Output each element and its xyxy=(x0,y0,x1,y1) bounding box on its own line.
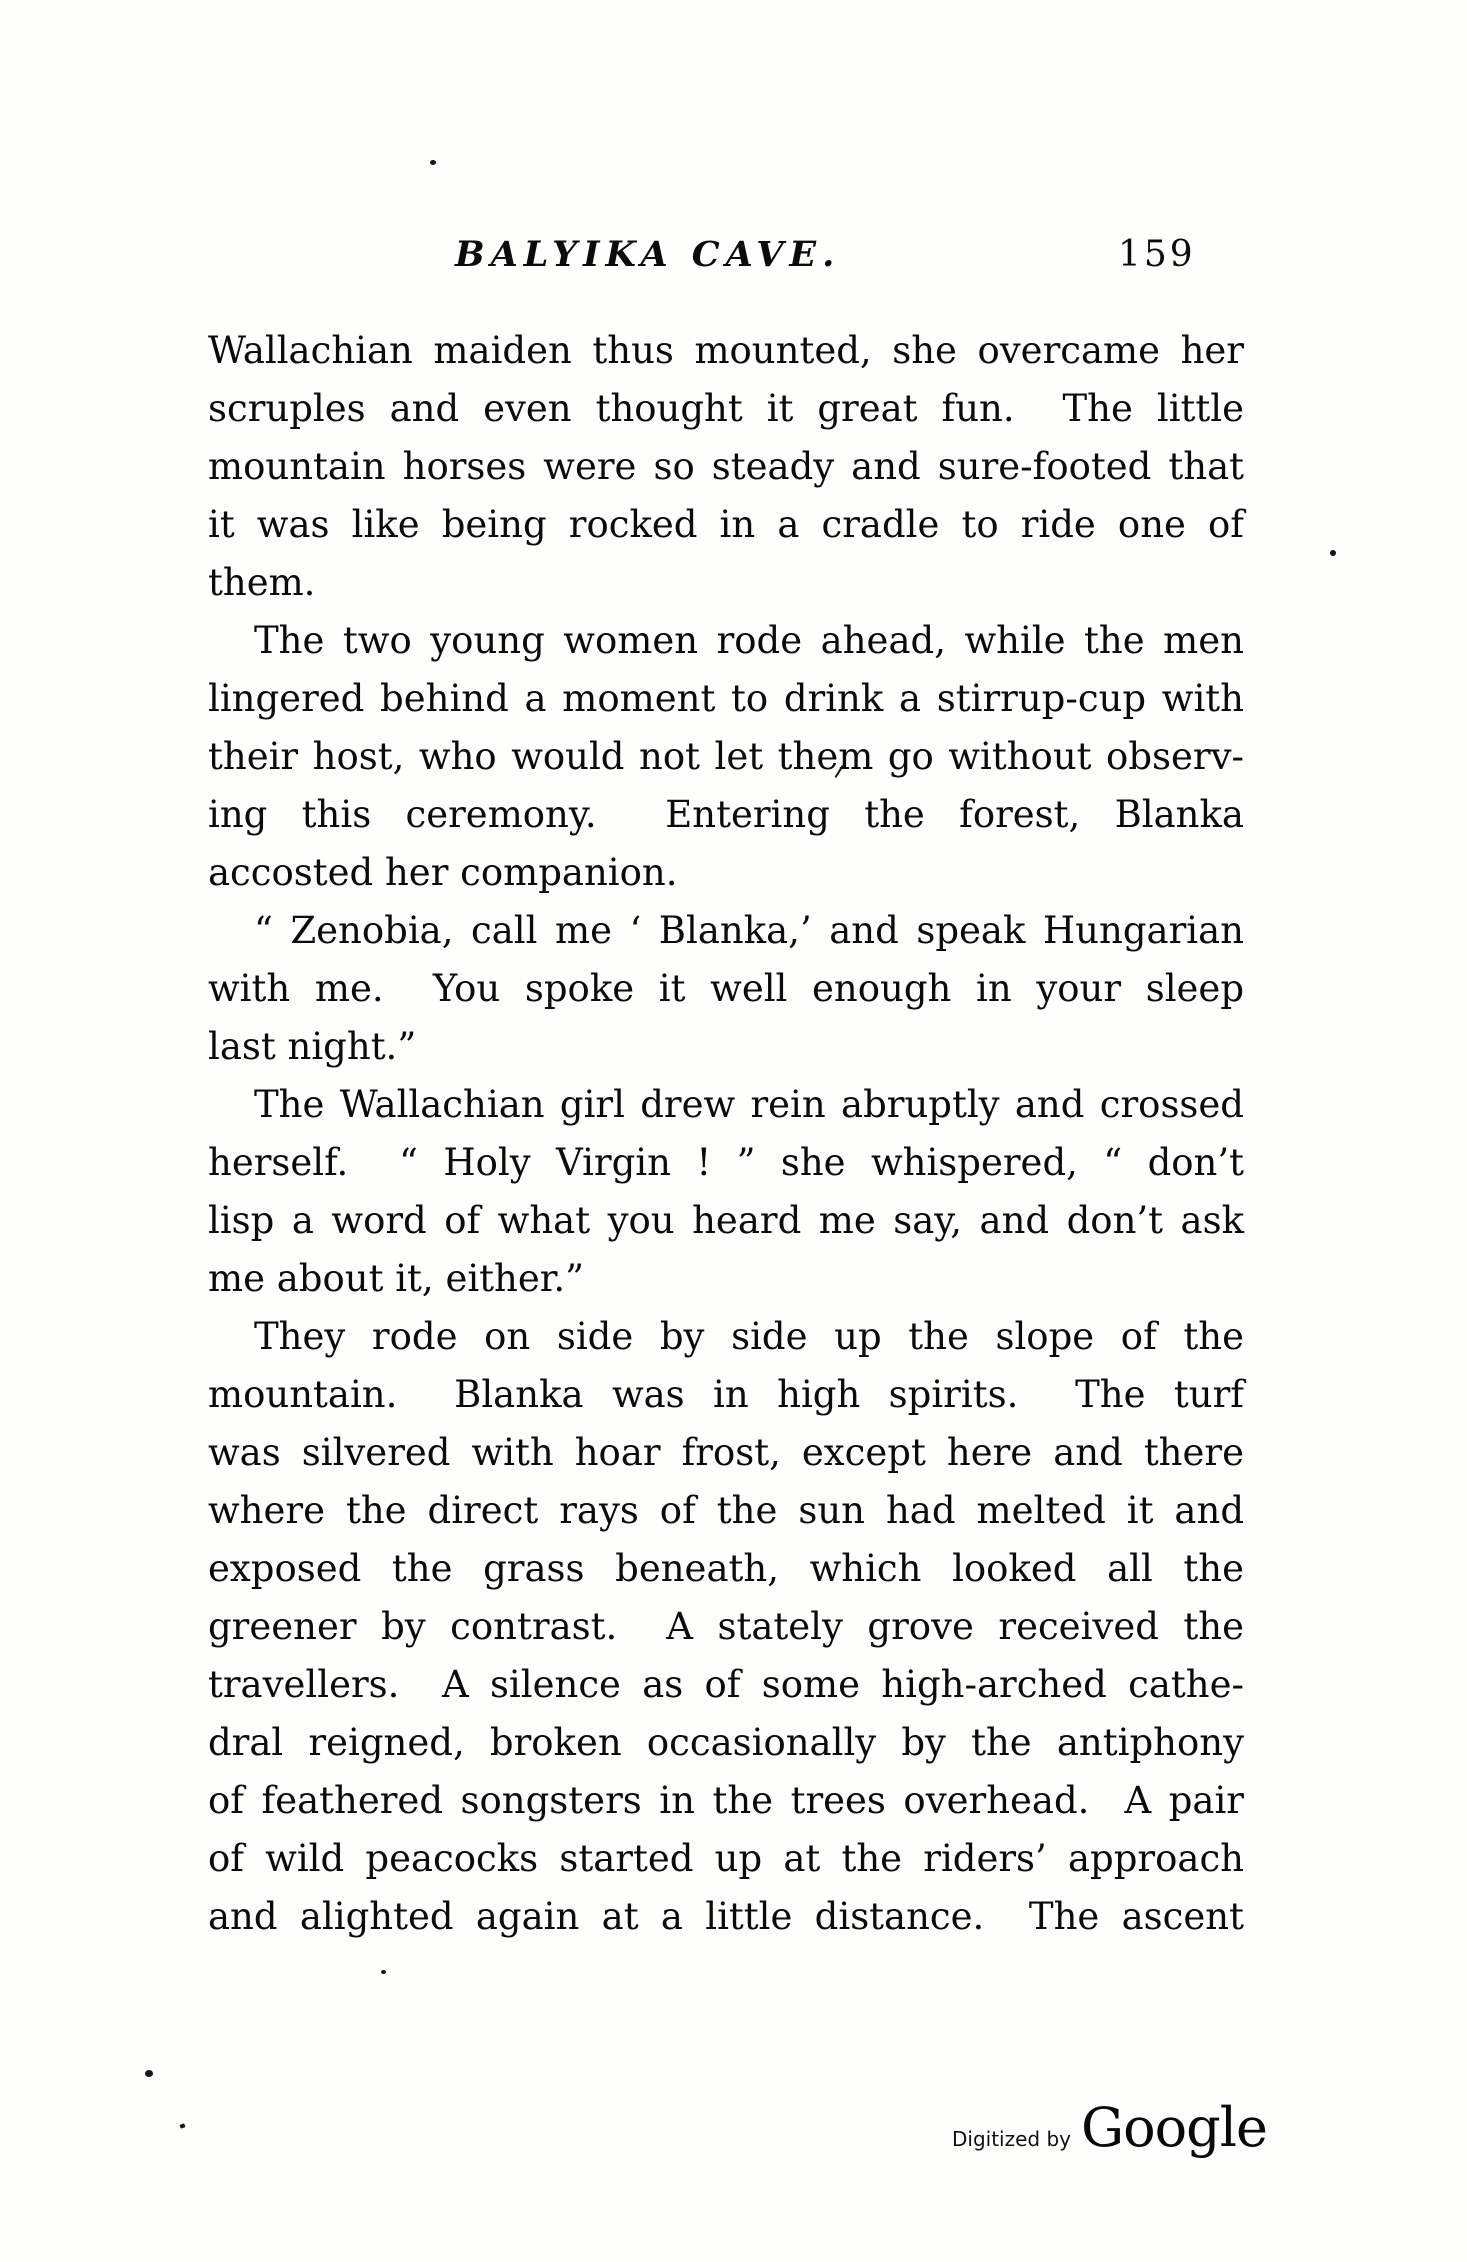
google-logo: Google xyxy=(1081,2096,1267,2159)
text-line: and alighted again at a little distance. The ascent xyxy=(208,1895,1244,1938)
text-line: mountain horses were so steady and sure-footed that xyxy=(208,445,1244,488)
text-line: travellers. A silence as of some high-arched cathe- xyxy=(208,1663,1244,1706)
ink-speck xyxy=(1330,550,1336,556)
page-body xyxy=(208,322,1244,1946)
text-line: “ Zenobia, call me ‘ Blanka,’ and speak Hungarian xyxy=(254,909,1244,952)
text-line: lisp a word of what you heard me say, and don’t ask xyxy=(208,1199,1244,1242)
ink-speck xyxy=(179,2123,185,2128)
text-line: exposed the grass beneath, which looked all the xyxy=(208,1547,1244,1590)
running-header-title: BALYIKA CAVE. xyxy=(455,234,841,275)
text-line: The two young women rode ahead, while the men xyxy=(254,619,1244,662)
ink-speck xyxy=(430,160,436,165)
text-line: with me. You spoke it well enough in your sleep xyxy=(208,967,1244,1010)
text-line: mountain. Blanka was in high spirits. The turf xyxy=(208,1373,1244,1416)
text-line: them. xyxy=(208,561,316,604)
text-line: They rode on side by side up the slope of the xyxy=(254,1315,1244,1358)
text-line: of feathered songsters in the trees overhead. A pair xyxy=(208,1779,1244,1822)
text-line: greener by contrast. A stately grove received the xyxy=(208,1605,1244,1648)
text-line: me about it, either.” xyxy=(208,1257,585,1300)
ink-speck xyxy=(381,1970,386,1974)
page-number: 159 xyxy=(1118,234,1196,275)
text-line: of wild peacocks started up at the riders’ approach xyxy=(208,1837,1244,1880)
text-line: scruples and even thought it great fun. The little xyxy=(208,387,1244,430)
digitized-by-label: Digitized by xyxy=(952,2127,1071,2151)
footer xyxy=(952,2096,1267,2159)
text-line: where the direct rays of the sun had melted it and xyxy=(208,1489,1244,1532)
text-line: dral reigned, broken occasionally by the antiphony xyxy=(208,1721,1244,1764)
text-line: ing this ceremony. Entering the forest, Blanka xyxy=(208,793,1244,836)
text-line: Wallachian maiden thus mounted, she overcame her xyxy=(208,329,1244,372)
text-line: last night.” xyxy=(208,1025,417,1068)
text-line: their host, who would not let them go without observ- xyxy=(208,735,1244,778)
text-line: accosted her companion. xyxy=(208,851,678,894)
text-line: lingered behind a moment to drink a stirrup-cup with xyxy=(208,677,1244,720)
text-line: herself. “ Holy Virgin ! ” she whispered, “ don’t xyxy=(208,1141,1244,1184)
ink-speck xyxy=(145,2070,153,2077)
text-line: The Wallachian girl drew rein abruptly and crossed xyxy=(254,1083,1244,1126)
text-line: was silvered with hoar frost, except here and there xyxy=(208,1431,1244,1474)
text-line: it was like being rocked in a cradle to ride one of xyxy=(208,503,1244,546)
